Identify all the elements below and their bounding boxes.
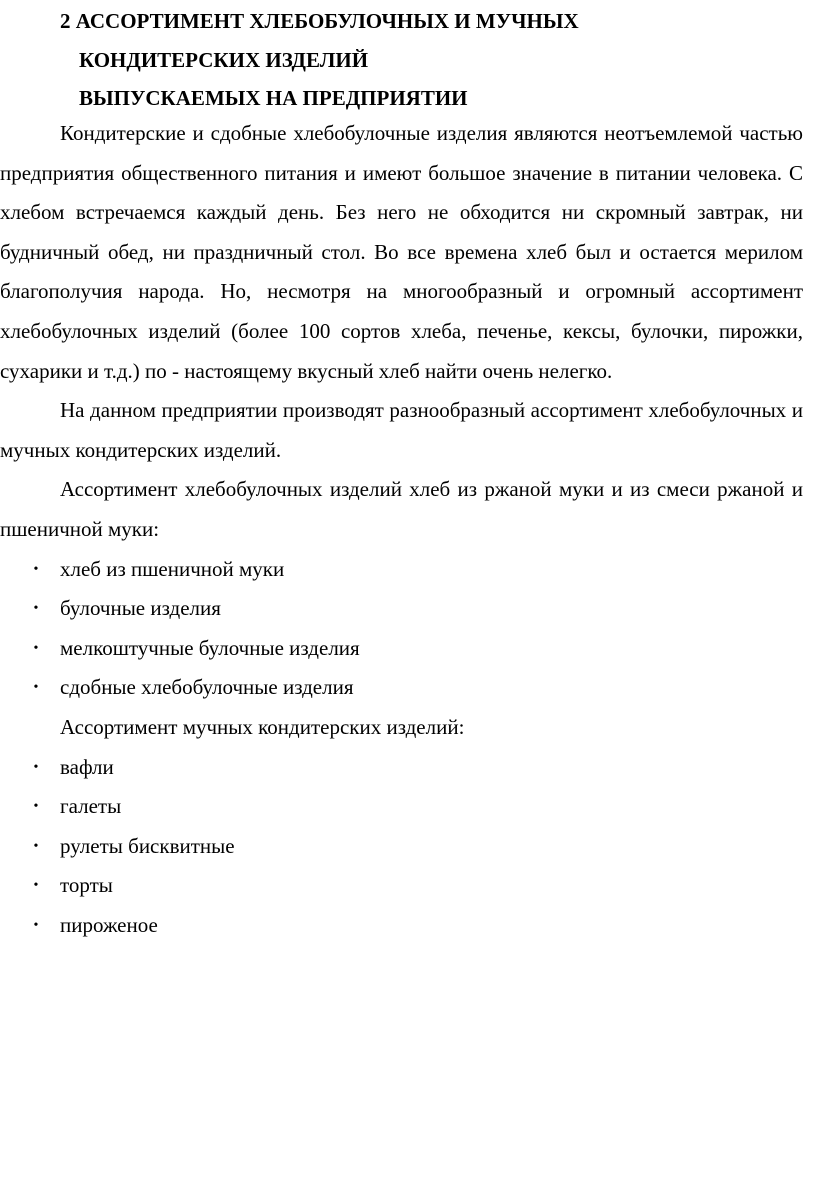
- list-item-text: торты: [60, 873, 113, 898]
- list-item: [0, 866, 803, 906]
- bullet-icon: •: [33, 561, 39, 577]
- bread-list: [0, 550, 803, 708]
- list-item: [0, 629, 803, 669]
- list-item-text: рулеты бисквитные: [60, 833, 235, 858]
- list-item: [0, 827, 803, 867]
- bullet-icon: •: [33, 680, 39, 696]
- list-item-text: хлеб из пшеничной муки: [60, 556, 285, 581]
- heading-line-2: КОНДИТЕРСКИХ ИЗДЕЛИЙ: [79, 47, 369, 72]
- list-item-text: вафли: [60, 754, 114, 779]
- section-heading: [60, 2, 579, 118]
- list-item: [0, 550, 803, 590]
- paragraph-intro: Кондитерские и сдобные хлебобулочные изделия являются неотъемлемой частью предприятия общественного питания и имеют большое значение в питании человека. С хлебом встречаемся каждый день. Без него не обходится ни скромный завтрак, ни будничный обед, ни праздничный стол. Во все времена хлеб был и остается мерилом благополучия народа. Но, несмотря на многообразный и огромный ассортимент хлебобулочных изделий (более 100 сортов хлеба, печенье, кексы, булочки, пирожки, сухарики и т.д.) по - настоящему вкусный хлеб найти очень нелегко.: [0, 121, 803, 383]
- paragraph-confectionery-intro: Ассортимент мучных кондитерских изделий:: [60, 714, 465, 739]
- heading-line-1: 2 АССОРТИМЕНТ ХЛЕБОБУЛОЧНЫХ И МУЧНЫХ: [60, 9, 579, 33]
- paragraph-enterprise: На данном предприятии производят разнообразный ассортимент хлебобулочных и мучных кондитерских изделий.: [0, 398, 803, 462]
- list-item-text: пироженое: [60, 912, 158, 937]
- confectionery-list: [0, 748, 803, 946]
- list-item: [0, 589, 803, 629]
- list-item: [0, 787, 803, 827]
- list-item-text: мелкоштучные булочные изделия: [60, 635, 360, 660]
- list-item: [0, 906, 803, 946]
- list-item-text: галеты: [60, 794, 122, 819]
- heading-line-3: ВЫПУСКАЕМЫХ НА ПРЕДПРИЯТИИ: [79, 86, 468, 110]
- bullet-icon: •: [33, 640, 39, 656]
- list-item-text: сдобные хлебобулочные изделия: [60, 675, 354, 700]
- bullet-icon: •: [33, 799, 39, 815]
- bullet-icon: •: [33, 759, 39, 775]
- list-item: [0, 748, 803, 788]
- list-item-text: булочные изделия: [60, 596, 221, 621]
- list-item: [0, 668, 803, 708]
- bullet-icon: •: [33, 878, 39, 894]
- document-body: [0, 114, 803, 945]
- bullet-icon: •: [33, 917, 39, 933]
- bullet-icon: •: [33, 838, 39, 854]
- paragraph-bread-assortment: Ассортимент хлебобулочных изделий хлеб из ржаной муки и из смеси ржаной и пшеничной муки:: [0, 477, 803, 541]
- bullet-icon: •: [33, 601, 39, 617]
